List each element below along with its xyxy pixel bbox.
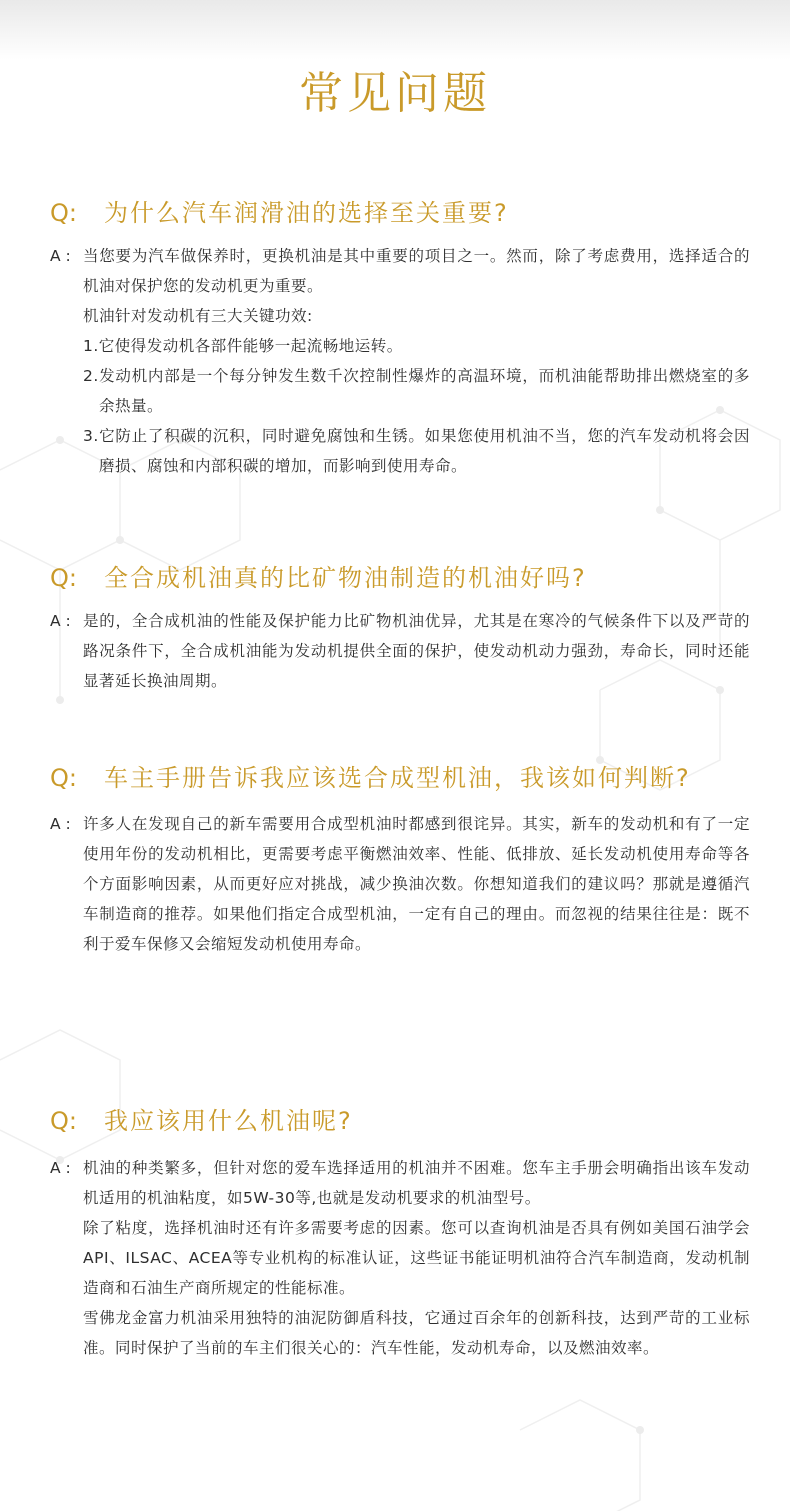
- faq-item: [50, 193, 750, 481]
- answer-prefix: A :: [50, 1159, 71, 1177]
- faq-question: [50, 757, 750, 799]
- faq-item: [50, 757, 750, 959]
- answer-paragraph: 机油的种类繁多，但针对您的爱车选择适用的机油并不困难。您车主手册会明确指出该车发动机适用的机油粘度，如5W-30等,也就是发动机要求的机油型号。: [83, 1159, 750, 1207]
- answer-paragraph: 机油针对发动机有三大关键功效:: [83, 307, 313, 325]
- answer-prefix: A :: [50, 612, 71, 630]
- question-text: 全合成机油真的比矿物油制造的机油好吗?: [104, 564, 587, 592]
- faq-item: [50, 1101, 750, 1363]
- answer-list-item: 1.它使得发动机各部件能够一起流畅地运转。: [83, 337, 403, 355]
- faq-answer: [50, 606, 750, 696]
- question-prefix: Q:: [50, 199, 77, 227]
- question-prefix: Q:: [50, 564, 77, 592]
- answer-list-item: 2.发动机内部是一个每分钟发生数千次控制性爆炸的高温环境，而机油能帮助排出燃烧室的多余热量。: [83, 367, 750, 415]
- page-title: 常见问题: [299, 68, 491, 119]
- answer-paragraph: 除了粘度，选择机油时还有许多需要考虑的因素。您可以查询机油是否具有例如美国石油学会API、ILSAC、ACEA等专业机构的标准认证，这些证书能证明机油符合汽车制造商，发动机制造商和石油生产商所规定的性能标准。: [83, 1219, 750, 1297]
- faq-answer: [50, 809, 750, 959]
- faq-question: [50, 558, 750, 598]
- faq-answer: [50, 241, 750, 481]
- question-text: 车主手册告诉我应该选合成型机油，我该如何判断?: [104, 764, 691, 792]
- answer-prefix: A :: [50, 247, 71, 265]
- answer-prefix: A :: [50, 815, 71, 833]
- answer-paragraph: 当您要为汽车做保养时，更换机油是其中重要的项目之一。然而，除了考虑费用，选择适合的机油对保护您的发动机更为重要。: [83, 247, 750, 295]
- faq-question: [50, 1101, 750, 1141]
- question-prefix: Q:: [50, 1107, 77, 1135]
- faq-answer: [50, 1153, 750, 1363]
- faq-item: [50, 558, 750, 696]
- faq-question: [50, 193, 750, 233]
- answer-paragraph: 是的，全合成机油的性能及保护能力比矿物机油优异，尤其是在寒冷的气候条件下以及严苛的路况条件下，全合成机油能为发动机提供全面的保护，使发动机动力强劲，寿命长，同时还能显著延长换油周期。: [83, 612, 750, 690]
- answer-list-item: 3.它防止了积碳的沉积，同时避免腐蚀和生锈。如果您使用机油不当，您的汽车发动机将会因磨损、腐蚀和内部积碳的增加，而影响到使用寿命。: [83, 427, 750, 475]
- answer-paragraph: 雪佛龙金富力机油采用独特的油泥防御盾科技，它通过百余年的创新科技，达到严苛的工业标准。同时保护了当前的车主们很关心的：汽车性能，发动机寿命，以及燃油效率。: [83, 1309, 750, 1357]
- question-text: 为什么汽车润滑油的选择至关重要?: [104, 199, 509, 227]
- answer-paragraph: 许多人在发现自己的新车需要用合成型机油时都感到很诧异。其实，新车的发动机和有了一定使用年份的发动机相比，更需要考虑平衡燃油效率、性能、低排放、延长发动机使用寿命等各个方面影响因素，从而更好应对挑战，减少换油次数。你想知道我们的建议吗？那就是遵循汽车制造商的推荐。如果他们指定合成型机油，一定有自己的理由。而忽视的结果往往是：既不利于爱车保修又会缩短发动机使用寿命。: [83, 815, 750, 953]
- question-text: 我应该用什么机油呢?: [104, 1107, 353, 1135]
- question-prefix: Q:: [50, 764, 77, 792]
